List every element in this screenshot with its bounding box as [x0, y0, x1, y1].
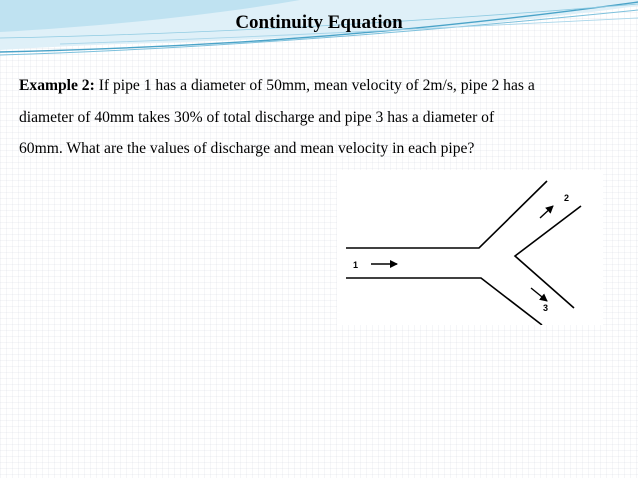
example-text — [19, 70, 619, 165]
pipe-wall-top — [346, 181, 547, 248]
pipe-wall-bottom — [346, 278, 542, 325]
flow-arrow-3 — [531, 288, 547, 301]
pipe-label-2: 2 — [564, 193, 570, 203]
example-line-3: 60mm. What are the values of discharge and mean velocity in each pipe? — [19, 140, 475, 157]
flow-arrow-2 — [540, 206, 553, 218]
example-line-1 — [19, 70, 619, 102]
header-swoosh-decoration — [0, 0, 638, 70]
slide-title: Continuity Equation — [235, 12, 403, 33]
pipe-junction-figure — [337, 170, 603, 325]
pipe-wall-fork — [515, 206, 581, 308]
pipe-label-3: 3 — [543, 303, 549, 313]
pipe-label-1: 1 — [353, 260, 359, 270]
example-line-1-text: If pipe 1 has a diameter of 50mm, mean velocity of 2m/s, pipe 2 has a — [94, 77, 535, 94]
example-label: Example 2: — [19, 77, 95, 94]
example-line-2: diameter of 40mm takes 30% of total discharge and pipe 3 has a diameter of — [19, 108, 495, 126]
pipe-junction-diagram — [337, 170, 603, 325]
